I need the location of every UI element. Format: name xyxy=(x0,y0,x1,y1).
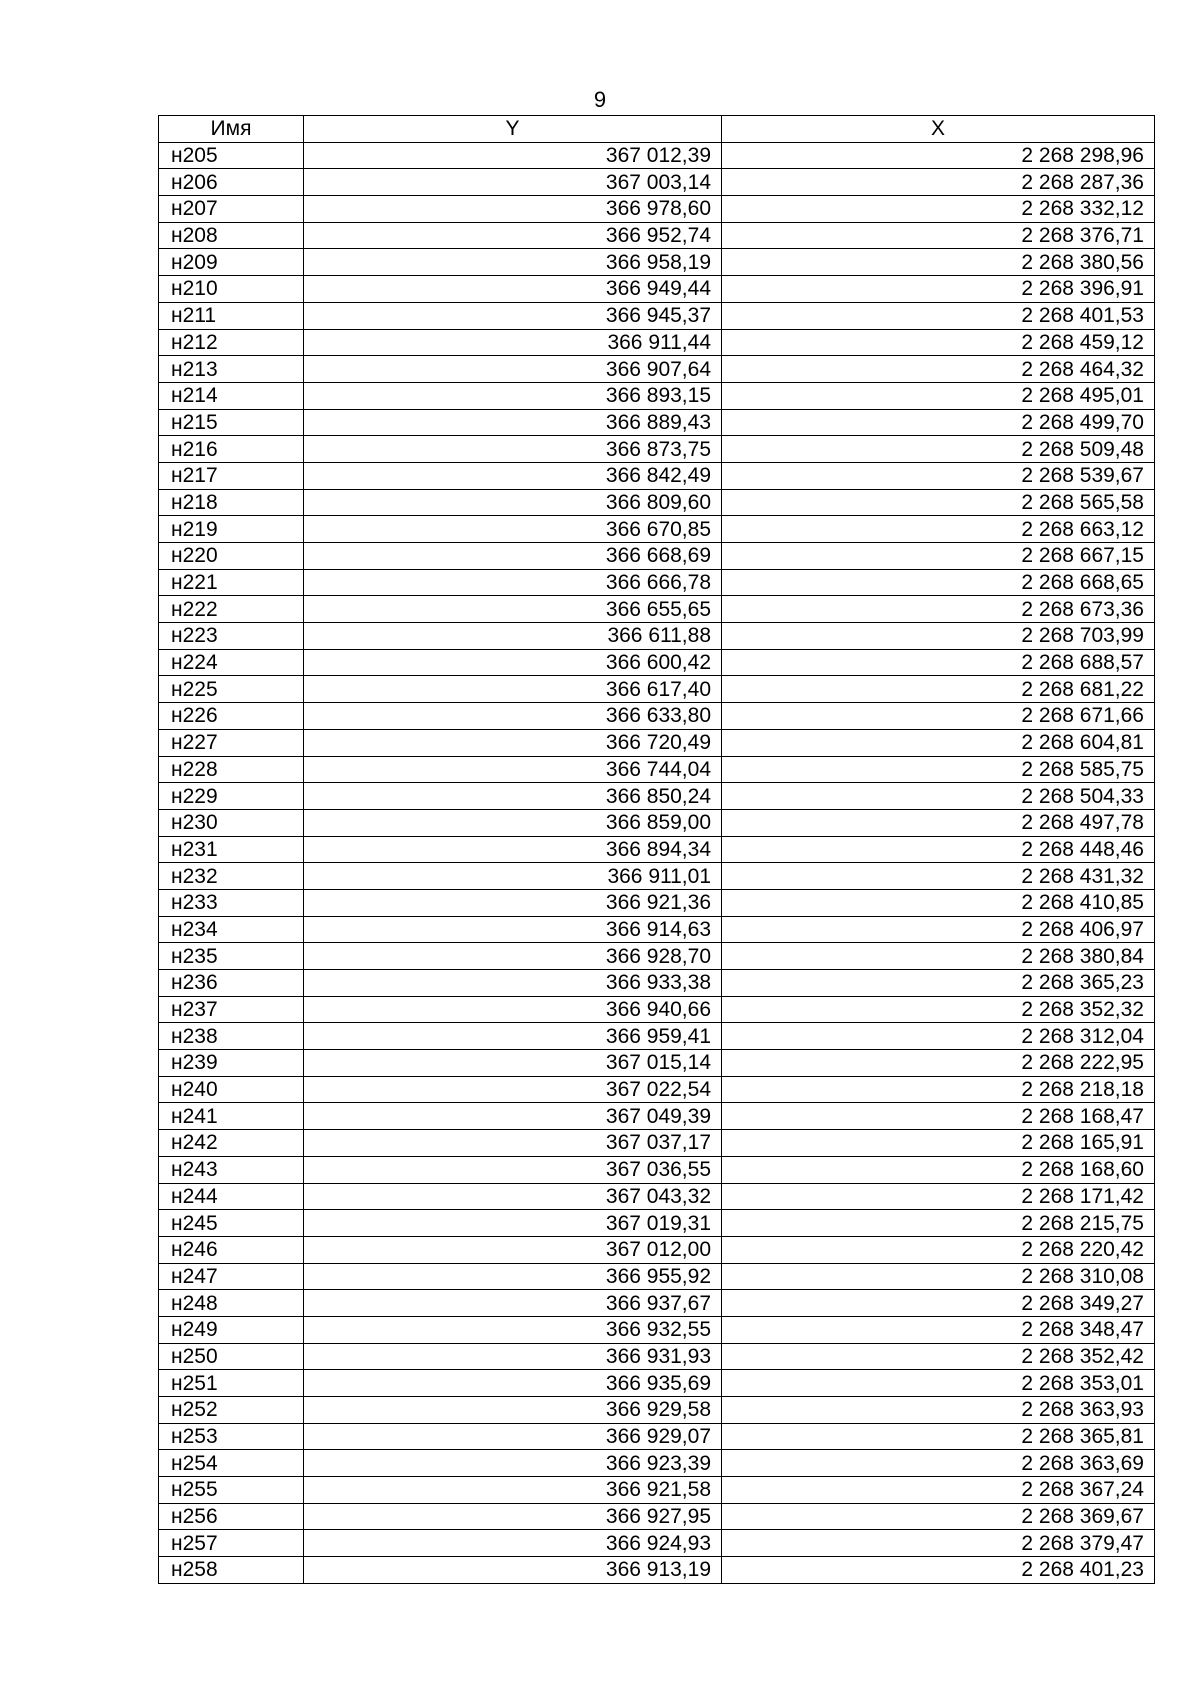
cell-x: 2 268 431,32 xyxy=(722,863,1155,890)
cell-y: 366 978,60 xyxy=(304,196,722,223)
cell-name: н245 xyxy=(159,1210,304,1237)
cell-name: н217 xyxy=(159,462,304,489)
cell-x: 2 268 222,95 xyxy=(722,1050,1155,1077)
cell-name: н225 xyxy=(159,676,304,703)
table-row xyxy=(159,276,1155,303)
cell-y: 367 012,39 xyxy=(304,142,722,169)
cell-y: 366 929,58 xyxy=(304,1397,722,1424)
table-row xyxy=(159,1263,1155,1290)
table-row xyxy=(159,729,1155,756)
cell-x: 2 268 379,47 xyxy=(722,1530,1155,1557)
cell-x: 2 268 380,56 xyxy=(722,249,1155,276)
table-row xyxy=(159,916,1155,943)
cell-name: н206 xyxy=(159,169,304,196)
cell-y: 366 666,78 xyxy=(304,569,722,596)
cell-name: н229 xyxy=(159,783,304,810)
cell-y: 366 914,63 xyxy=(304,916,722,943)
coordinates-table xyxy=(158,115,1155,1584)
cell-name: н208 xyxy=(159,222,304,249)
table-row xyxy=(159,1050,1155,1077)
cell-name: н241 xyxy=(159,1103,304,1130)
cell-x: 2 268 171,42 xyxy=(722,1183,1155,1210)
cell-name: н214 xyxy=(159,382,304,409)
table-row xyxy=(159,196,1155,223)
table-row xyxy=(159,1236,1155,1263)
cell-y: 367 019,31 xyxy=(304,1210,722,1237)
cell-x: 2 268 504,33 xyxy=(722,783,1155,810)
table-row xyxy=(159,783,1155,810)
cell-name: н236 xyxy=(159,970,304,997)
cell-y: 367 015,14 xyxy=(304,1050,722,1077)
column-header-x: X xyxy=(722,116,1155,143)
cell-y: 366 911,01 xyxy=(304,863,722,890)
column-header-name: Имя xyxy=(159,116,304,143)
cell-name: н207 xyxy=(159,196,304,223)
table-row xyxy=(159,1156,1155,1183)
cell-x: 2 268 367,24 xyxy=(722,1477,1155,1504)
table-row xyxy=(159,409,1155,436)
table-row xyxy=(159,1503,1155,1530)
cell-name: н210 xyxy=(159,276,304,303)
table-row xyxy=(159,329,1155,356)
cell-x: 2 268 363,93 xyxy=(722,1397,1155,1424)
cell-x: 2 268 604,81 xyxy=(722,729,1155,756)
cell-name: н227 xyxy=(159,729,304,756)
table-row xyxy=(159,356,1155,383)
table-row xyxy=(159,1316,1155,1343)
table-row xyxy=(159,676,1155,703)
cell-name: н226 xyxy=(159,703,304,730)
cell-name: н235 xyxy=(159,943,304,970)
cell-name: н223 xyxy=(159,623,304,650)
cell-y: 366 959,41 xyxy=(304,1023,722,1050)
cell-name: н246 xyxy=(159,1236,304,1263)
table-row xyxy=(159,649,1155,676)
cell-x: 2 268 287,36 xyxy=(722,169,1155,196)
cell-y: 366 945,37 xyxy=(304,302,722,329)
table-row xyxy=(159,1130,1155,1157)
cell-x: 2 268 396,91 xyxy=(722,276,1155,303)
table-row xyxy=(159,516,1155,543)
cell-y: 366 809,60 xyxy=(304,489,722,516)
cell-x: 2 268 448,46 xyxy=(722,836,1155,863)
table-row xyxy=(159,1477,1155,1504)
cell-x: 2 268 499,70 xyxy=(722,409,1155,436)
cell-name: н258 xyxy=(159,1557,304,1584)
cell-name: н255 xyxy=(159,1477,304,1504)
cell-name: н218 xyxy=(159,489,304,516)
table-row xyxy=(159,489,1155,516)
cell-name: н222 xyxy=(159,596,304,623)
cell-name: н233 xyxy=(159,889,304,916)
cell-x: 2 268 312,04 xyxy=(722,1023,1155,1050)
cell-x: 2 268 365,81 xyxy=(722,1423,1155,1450)
cell-y: 366 611,88 xyxy=(304,623,722,650)
cell-name: н248 xyxy=(159,1290,304,1317)
cell-y: 366 940,66 xyxy=(304,996,722,1023)
table-row xyxy=(159,1397,1155,1424)
table-row xyxy=(159,249,1155,276)
cell-x: 2 268 401,53 xyxy=(722,302,1155,329)
cell-y: 366 931,93 xyxy=(304,1343,722,1370)
cell-x: 2 268 671,66 xyxy=(722,703,1155,730)
cell-y: 366 927,95 xyxy=(304,1503,722,1530)
table-row xyxy=(159,970,1155,997)
cell-name: н220 xyxy=(159,543,304,570)
table-row xyxy=(159,1103,1155,1130)
cell-y: 366 932,55 xyxy=(304,1316,722,1343)
table-row xyxy=(159,943,1155,970)
cell-x: 2 268 380,84 xyxy=(722,943,1155,970)
cell-name: н209 xyxy=(159,249,304,276)
cell-x: 2 268 363,69 xyxy=(722,1450,1155,1477)
cell-name: н247 xyxy=(159,1263,304,1290)
table-row xyxy=(159,836,1155,863)
cell-y: 366 617,40 xyxy=(304,676,722,703)
cell-x: 2 268 348,47 xyxy=(722,1316,1155,1343)
column-header-y: Y xyxy=(304,116,722,143)
cell-y: 366 842,49 xyxy=(304,462,722,489)
cell-x: 2 268 349,27 xyxy=(722,1290,1155,1317)
cell-y: 366 923,39 xyxy=(304,1450,722,1477)
table-row xyxy=(159,543,1155,570)
cell-name: н213 xyxy=(159,356,304,383)
cell-name: н216 xyxy=(159,436,304,463)
cell-y: 367 003,14 xyxy=(304,169,722,196)
table-row xyxy=(159,1290,1155,1317)
cell-x: 2 268 352,42 xyxy=(722,1343,1155,1370)
table-row xyxy=(159,996,1155,1023)
cell-name: н231 xyxy=(159,836,304,863)
cell-y: 367 043,32 xyxy=(304,1183,722,1210)
cell-y: 367 036,55 xyxy=(304,1156,722,1183)
cell-x: 2 268 688,57 xyxy=(722,649,1155,676)
cell-x: 2 268 218,18 xyxy=(722,1076,1155,1103)
cell-x: 2 268 332,12 xyxy=(722,196,1155,223)
cell-name: н215 xyxy=(159,409,304,436)
cell-y: 366 889,43 xyxy=(304,409,722,436)
cell-name: н205 xyxy=(159,142,304,169)
cell-y: 367 012,00 xyxy=(304,1236,722,1263)
cell-y: 366 873,75 xyxy=(304,436,722,463)
cell-y: 366 933,38 xyxy=(304,970,722,997)
cell-name: н252 xyxy=(159,1397,304,1424)
cell-y: 366 633,80 xyxy=(304,703,722,730)
cell-y: 366 929,07 xyxy=(304,1423,722,1450)
cell-name: н224 xyxy=(159,649,304,676)
cell-x: 2 268 565,58 xyxy=(722,489,1155,516)
cell-y: 367 049,39 xyxy=(304,1103,722,1130)
cell-y: 366 911,44 xyxy=(304,329,722,356)
cell-x: 2 268 352,32 xyxy=(722,996,1155,1023)
cell-x: 2 268 464,32 xyxy=(722,356,1155,383)
cell-name: н254 xyxy=(159,1450,304,1477)
cell-x: 2 268 539,67 xyxy=(722,462,1155,489)
cell-y: 366 894,34 xyxy=(304,836,722,863)
cell-y: 366 937,67 xyxy=(304,1290,722,1317)
table-row xyxy=(159,302,1155,329)
table-row xyxy=(159,169,1155,196)
table-row xyxy=(159,436,1155,463)
cell-name: н256 xyxy=(159,1503,304,1530)
table-row xyxy=(159,623,1155,650)
cell-x: 2 268 353,01 xyxy=(722,1370,1155,1397)
table-body xyxy=(159,142,1155,1583)
cell-x: 2 268 410,85 xyxy=(722,889,1155,916)
cell-y: 366 670,85 xyxy=(304,516,722,543)
cell-y: 366 850,24 xyxy=(304,783,722,810)
cell-name: н240 xyxy=(159,1076,304,1103)
cell-x: 2 268 310,08 xyxy=(722,1263,1155,1290)
table-row xyxy=(159,1343,1155,1370)
table-row xyxy=(159,889,1155,916)
cell-name: н251 xyxy=(159,1370,304,1397)
table-row xyxy=(159,462,1155,489)
cell-x: 2 268 509,48 xyxy=(722,436,1155,463)
cell-y: 366 720,49 xyxy=(304,729,722,756)
cell-x: 2 268 459,12 xyxy=(722,329,1155,356)
cell-name: н253 xyxy=(159,1423,304,1450)
table-row xyxy=(159,596,1155,623)
cell-x: 2 268 401,23 xyxy=(722,1557,1155,1584)
cell-name: н221 xyxy=(159,569,304,596)
table-row xyxy=(159,1076,1155,1103)
cell-y: 366 924,93 xyxy=(304,1530,722,1557)
cell-x: 2 268 365,23 xyxy=(722,970,1155,997)
cell-x: 2 268 663,12 xyxy=(722,516,1155,543)
cell-name: н212 xyxy=(159,329,304,356)
table-row xyxy=(159,142,1155,169)
cell-y: 366 952,74 xyxy=(304,222,722,249)
cell-y: 366 907,64 xyxy=(304,356,722,383)
cell-x: 2 268 376,71 xyxy=(722,222,1155,249)
table-header-row xyxy=(159,116,1155,143)
page-number: 9 xyxy=(593,87,607,112)
table-row xyxy=(159,1423,1155,1450)
cell-y: 366 655,65 xyxy=(304,596,722,623)
cell-name: н232 xyxy=(159,863,304,890)
cell-x: 2 268 667,15 xyxy=(722,543,1155,570)
table-row xyxy=(159,1370,1155,1397)
table-row xyxy=(159,1557,1155,1584)
cell-name: н257 xyxy=(159,1530,304,1557)
table-row xyxy=(159,703,1155,730)
cell-x: 2 268 165,91 xyxy=(722,1130,1155,1157)
table-row xyxy=(159,569,1155,596)
cell-y: 366 859,00 xyxy=(304,809,722,836)
cell-name: н237 xyxy=(159,996,304,1023)
cell-name: н234 xyxy=(159,916,304,943)
cell-name: н249 xyxy=(159,1316,304,1343)
table-row xyxy=(159,1530,1155,1557)
cell-x: 2 268 215,75 xyxy=(722,1210,1155,1237)
cell-x: 2 268 495,01 xyxy=(722,382,1155,409)
cell-name: н230 xyxy=(159,809,304,836)
cell-y: 366 921,36 xyxy=(304,889,722,916)
cell-x: 2 268 406,97 xyxy=(722,916,1155,943)
table-row xyxy=(159,222,1155,249)
cell-y: 366 955,92 xyxy=(304,1263,722,1290)
cell-x: 2 268 168,47 xyxy=(722,1103,1155,1130)
cell-x: 2 268 497,78 xyxy=(722,809,1155,836)
cell-name: н239 xyxy=(159,1050,304,1077)
cell-y: 366 921,58 xyxy=(304,1477,722,1504)
cell-x: 2 268 673,36 xyxy=(722,596,1155,623)
cell-y: 366 935,69 xyxy=(304,1370,722,1397)
cell-x: 2 268 585,75 xyxy=(722,756,1155,783)
cell-y: 366 913,19 xyxy=(304,1557,722,1584)
cell-y: 366 949,44 xyxy=(304,276,722,303)
cell-x: 2 268 220,42 xyxy=(722,1236,1155,1263)
cell-name: н228 xyxy=(159,756,304,783)
cell-name: н250 xyxy=(159,1343,304,1370)
table-row xyxy=(159,1210,1155,1237)
cell-y: 367 037,17 xyxy=(304,1130,722,1157)
cell-x: 2 268 703,99 xyxy=(722,623,1155,650)
cell-y: 366 893,15 xyxy=(304,382,722,409)
cell-name: н243 xyxy=(159,1156,304,1183)
table-row xyxy=(159,382,1155,409)
cell-x: 2 268 681,22 xyxy=(722,676,1155,703)
cell-name: н211 xyxy=(159,302,304,329)
cell-y: 366 744,04 xyxy=(304,756,722,783)
table-row xyxy=(159,863,1155,890)
table-row xyxy=(159,1183,1155,1210)
cell-y: 366 600,42 xyxy=(304,649,722,676)
cell-name: н238 xyxy=(159,1023,304,1050)
table-row xyxy=(159,809,1155,836)
cell-y: 366 928,70 xyxy=(304,943,722,970)
table-row xyxy=(159,1450,1155,1477)
table-row xyxy=(159,1023,1155,1050)
cell-x: 2 268 369,67 xyxy=(722,1503,1155,1530)
cell-x: 2 268 168,60 xyxy=(722,1156,1155,1183)
cell-name: н219 xyxy=(159,516,304,543)
cell-y: 366 668,69 xyxy=(304,543,722,570)
cell-x: 2 268 668,65 xyxy=(722,569,1155,596)
cell-y: 366 958,19 xyxy=(304,249,722,276)
cell-x: 2 268 298,96 xyxy=(722,142,1155,169)
table-row xyxy=(159,756,1155,783)
cell-name: н242 xyxy=(159,1130,304,1157)
cell-y: 367 022,54 xyxy=(304,1076,722,1103)
cell-name: н244 xyxy=(159,1183,304,1210)
